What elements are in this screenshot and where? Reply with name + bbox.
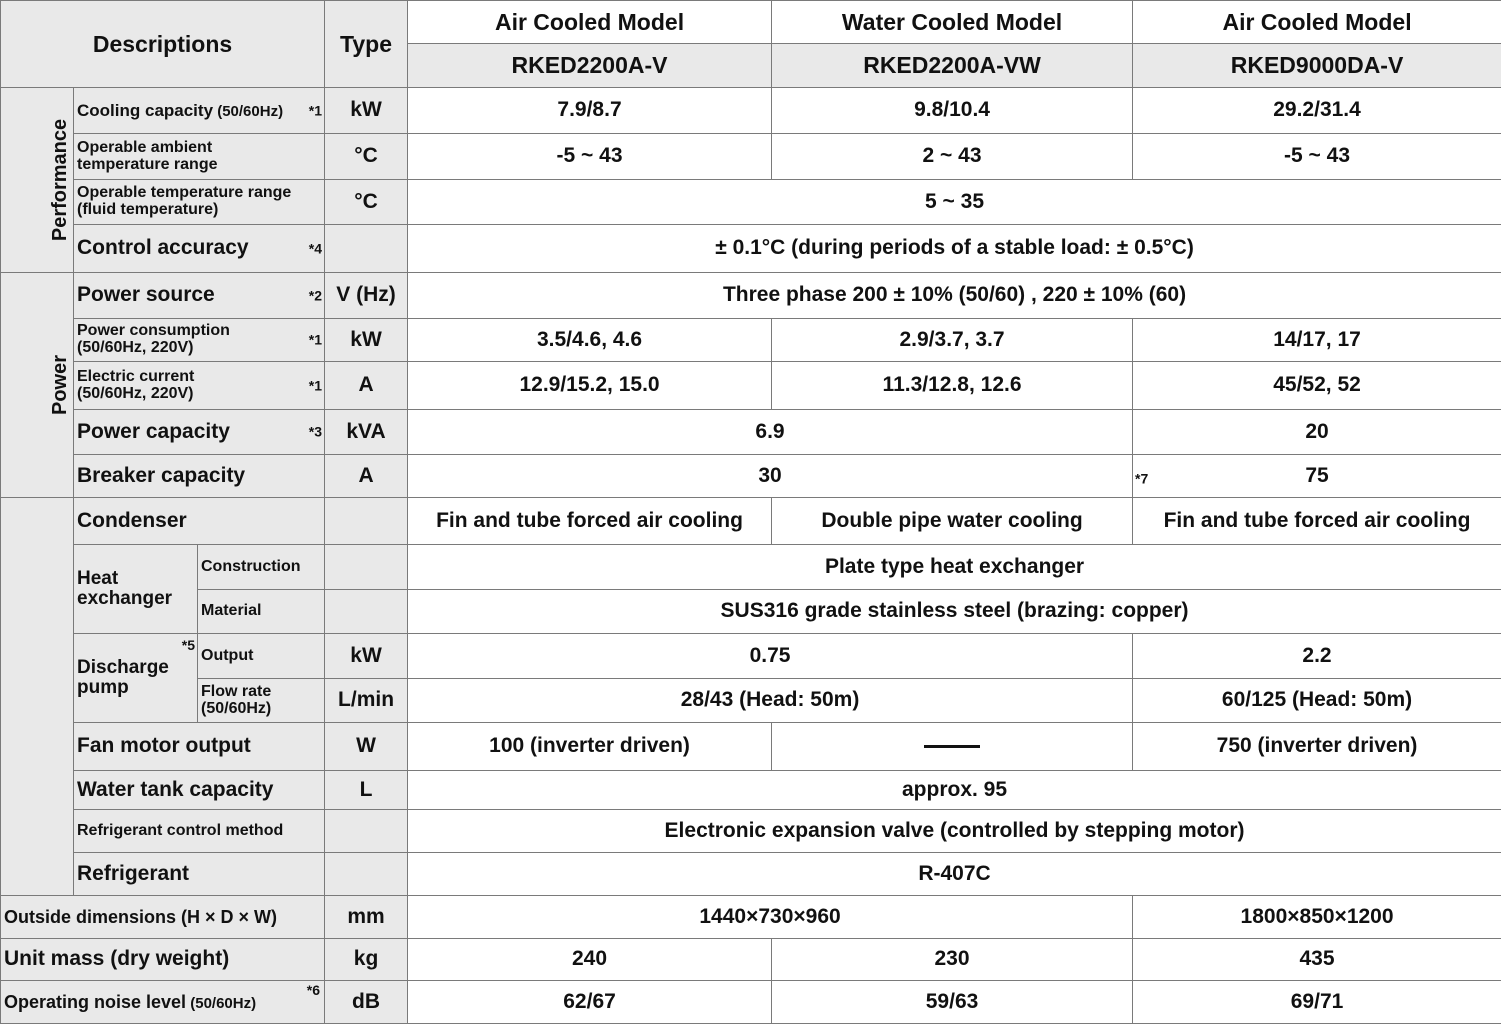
construction-unit xyxy=(325,545,408,590)
power-group-label: Power xyxy=(1,273,74,498)
water-tank-value: approx. 95 xyxy=(408,771,1501,810)
flow-rate-model-1-2: 28/43 (Head: 50m) xyxy=(408,679,1133,723)
fan-motor-model-3: 750 (inverter driven) xyxy=(1133,723,1501,771)
fan-motor-model-2 xyxy=(772,723,1133,771)
model-1-kind: Air Cooled Model xyxy=(408,1,772,44)
power-source-label: Power source *2 xyxy=(74,273,325,319)
ambient-range-model-2: 2 ~ 43 xyxy=(772,134,1133,180)
breaker-capacity-model-1-2: 30 xyxy=(408,455,1133,498)
fluid-range-unit: °C xyxy=(325,180,408,225)
power-consumption-label: Power consumption (50/60Hz, 220V) *1 xyxy=(74,319,325,362)
construction-value: Plate type heat exchanger xyxy=(408,545,1501,590)
breaker-note: *7 xyxy=(1135,470,1149,487)
control-accuracy-value: ± 0.1°C (during periods of a stable load: ± 0.5°C) xyxy=(408,225,1501,273)
unit-mass-label: Unit mass (dry weight) xyxy=(1,939,325,981)
power-source-value: Three phase 200 ± 10% (50/60) , 220 ± 10% (60) xyxy=(408,273,1501,319)
condenser-model-2: Double pipe water cooling xyxy=(772,498,1133,545)
model-2-code: RKED2200A-VW xyxy=(772,44,1133,88)
fan-motor-model-1: 100 (inverter driven) xyxy=(408,723,772,771)
heat-exchanger-label: Heat exchanger xyxy=(74,545,198,634)
flow-rate-label: Flow rate (50/60Hz) xyxy=(198,679,325,723)
electric-current-label: Electric current (50/60Hz, 220V) *1 xyxy=(74,362,325,410)
material-value: SUS316 grade stainless steel (brazing: copper) xyxy=(408,590,1501,634)
noise-level-model-2: 59/63 xyxy=(772,981,1133,1024)
discharge-pump-label: *5 Discharge pump xyxy=(74,634,198,723)
dimensions-unit: mm xyxy=(325,896,408,939)
water-tank-unit: L xyxy=(325,771,408,810)
electric-current-model-3: 45/52, 52 xyxy=(1133,362,1501,410)
noise-level-unit: dB xyxy=(325,981,408,1024)
cooling-capacity-model-2: 9.8/10.4 xyxy=(772,88,1133,134)
noise-level-label: Operating noise level (50/60Hz) *6 xyxy=(1,981,325,1024)
refrigerant-unit xyxy=(325,853,408,896)
power-consumption-unit: kW xyxy=(325,319,408,362)
fan-motor-label: Fan motor output xyxy=(74,723,325,771)
refrigerant-value: R-407C xyxy=(408,853,1501,896)
model-3-code: RKED9000DA-V xyxy=(1133,44,1501,88)
condenser-model-3: Fin and tube forced air cooling xyxy=(1133,498,1501,545)
condenser-label: Condenser xyxy=(74,498,325,545)
pump-output-label: Output xyxy=(198,634,325,679)
not-applicable-dash xyxy=(924,745,980,748)
power-capacity-label: Power capacity *3 xyxy=(74,410,325,455)
pump-output-model-3: 2.2 xyxy=(1133,634,1501,679)
dimensions-model-1-2: 1440×730×960 xyxy=(408,896,1133,939)
control-accuracy-label: Control accuracy *4 xyxy=(74,225,325,273)
cooling-capacity-model-1: 7.9/8.7 xyxy=(408,88,772,134)
power-consumption-model-1: 3.5/4.6, 4.6 xyxy=(408,319,772,362)
dimensions-model-3: 1800×850×1200 xyxy=(1133,896,1501,939)
refrigerant-control-value: Electronic expansion valve (controlled by stepping motor) xyxy=(408,810,1501,853)
flow-rate-model-3: 60/125 (Head: 50m) xyxy=(1133,679,1501,723)
breaker-capacity-label: Breaker capacity xyxy=(74,455,325,498)
breaker-capacity-model-3: *7 75 xyxy=(1133,455,1501,498)
descriptions-header: Descriptions xyxy=(1,1,325,88)
unit-mass-model-3: 435 xyxy=(1133,939,1501,981)
refrigerant-control-label: Refrigerant control method xyxy=(74,810,325,853)
fan-motor-unit: W xyxy=(325,723,408,771)
water-tank-label: Water tank capacity xyxy=(74,771,325,810)
power-source-unit: V (Hz) xyxy=(325,273,408,319)
cooling-capacity-unit: kW xyxy=(325,88,408,134)
unit-mass-model-1: 240 xyxy=(408,939,772,981)
material-label: Material xyxy=(198,590,325,634)
condenser-unit xyxy=(325,498,408,545)
power-consumption-model-2: 2.9/3.7, 3.7 xyxy=(772,319,1133,362)
power-consumption-model-3: 14/17, 17 xyxy=(1133,319,1501,362)
model-2-kind: Water Cooled Model xyxy=(772,1,1133,44)
ambient-range-label: Operable ambient temperature range xyxy=(74,134,325,180)
material-unit xyxy=(325,590,408,634)
control-accuracy-unit xyxy=(325,225,408,273)
cooling-capacity-label: Cooling capacity (50/60Hz) *1 xyxy=(74,88,325,134)
model-3-kind: Air Cooled Model xyxy=(1133,1,1501,44)
power-capacity-unit: kVA xyxy=(325,410,408,455)
equipment-group-label xyxy=(1,498,74,896)
pump-output-unit: kW xyxy=(325,634,408,679)
noise-level-model-1: 62/67 xyxy=(408,981,772,1024)
ambient-range-model-1: -5 ~ 43 xyxy=(408,134,772,180)
ambient-range-model-3: -5 ~ 43 xyxy=(1133,134,1501,180)
dimensions-label: Outside dimensions (H × D × W) xyxy=(1,896,325,939)
construction-label: Construction xyxy=(198,545,325,590)
condenser-model-1: Fin and tube forced air cooling xyxy=(408,498,772,545)
flow-rate-unit: L/min xyxy=(325,679,408,723)
type-header: Type xyxy=(325,1,408,88)
ambient-range-unit: °C xyxy=(325,134,408,180)
cooling-capacity-model-3: 29.2/31.4 xyxy=(1133,88,1501,134)
performance-group-label: Performance xyxy=(1,88,74,273)
power-capacity-model-1-2: 6.9 xyxy=(408,410,1133,455)
electric-current-model-1: 12.9/15.2, 15.0 xyxy=(408,362,772,410)
unit-mass-model-2: 230 xyxy=(772,939,1133,981)
noise-level-model-3: 69/71 xyxy=(1133,981,1501,1024)
breaker-capacity-unit: A xyxy=(325,455,408,498)
refrigerant-control-unit xyxy=(325,810,408,853)
pump-output-model-1-2: 0.75 xyxy=(408,634,1133,679)
power-capacity-model-3: 20 xyxy=(1133,410,1501,455)
model-1-code: RKED2200A-V xyxy=(408,44,772,88)
electric-current-unit: A xyxy=(325,362,408,410)
refrigerant-label: Refrigerant xyxy=(74,853,325,896)
fluid-range-value: 5 ~ 35 xyxy=(408,180,1501,225)
unit-mass-unit: kg xyxy=(325,939,408,981)
electric-current-model-2: 11.3/12.8, 12.6 xyxy=(772,362,1133,410)
fluid-range-label: Operable temperature range (fluid temperature) xyxy=(74,180,325,225)
